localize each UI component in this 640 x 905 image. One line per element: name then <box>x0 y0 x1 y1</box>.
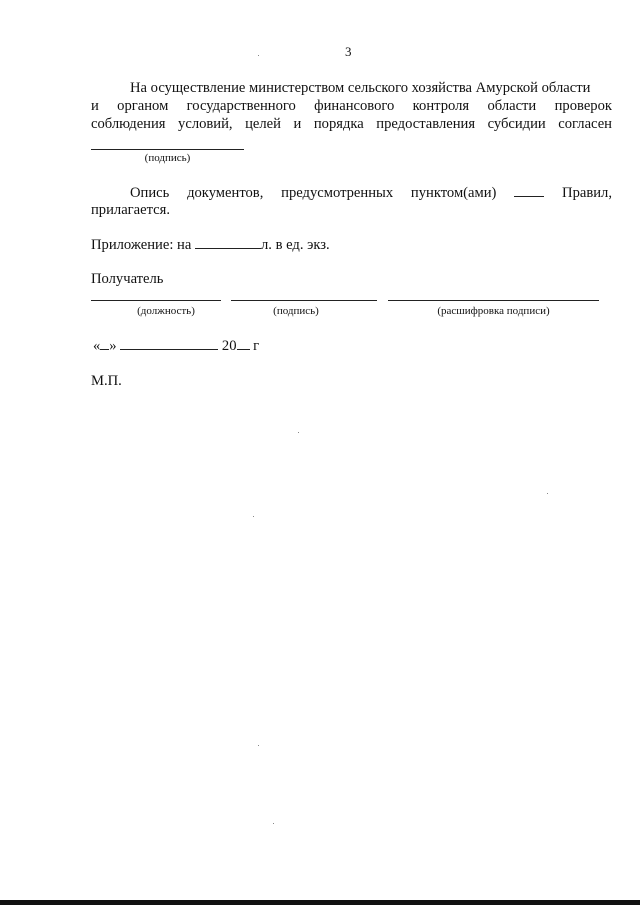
attachment-prefix: Приложение: на <box>91 237 192 253</box>
date-open-quote: « <box>93 338 101 354</box>
inventory-text-before: Опись документов, предусмотренных пунктом(ами) <box>130 185 497 201</box>
recipient-signature-line <box>231 300 377 301</box>
clause-number-blank <box>514 184 544 197</box>
consent-signature-caption: (подпись) <box>144 152 191 164</box>
date-line <box>93 337 259 355</box>
year-blank <box>237 337 250 350</box>
scan-bottom-edge <box>0 900 640 905</box>
sheet-count-blank <box>195 236 261 249</box>
inventory-text-after: Правил, <box>562 185 612 201</box>
inventory-paragraph-line-1 <box>130 184 612 202</box>
signature-transcript-line <box>388 300 599 301</box>
consent-paragraph-line-1: На осуществление министерством сельского хозяйства Амурской области <box>130 80 591 96</box>
recipient-signature-caption: (подпись) <box>273 305 319 317</box>
scan-speck <box>258 745 259 746</box>
position-caption: (должность) <box>137 305 195 317</box>
attachment-line <box>91 236 330 254</box>
recipient-label: Получатель <box>91 271 164 287</box>
consent-signature-line <box>91 149 244 150</box>
page-number: 3 <box>345 44 352 59</box>
scan-speck <box>258 55 259 56</box>
position-line <box>91 300 221 301</box>
scan-speck <box>253 516 254 517</box>
date-close-quote: » <box>109 338 117 354</box>
month-blank <box>120 337 218 350</box>
stamp-place: М.П. <box>91 373 122 389</box>
attachment-suffix: л. в ед. экз. <box>260 237 330 253</box>
year-prefix: 20 <box>221 338 237 354</box>
signature-transcript-caption: (расшифровка подписи) <box>437 305 550 317</box>
scan-speck <box>298 432 299 433</box>
year-suffix: г <box>253 338 260 354</box>
consent-paragraph-line-3: соблюдения условий, целей и порядка предоставления субсидии согласен <box>91 116 612 132</box>
scan-speck <box>547 493 548 494</box>
inventory-paragraph-line-2: прилагается. <box>91 202 171 218</box>
scan-speck <box>273 823 274 824</box>
day-blank <box>100 337 109 350</box>
consent-paragraph-line-2: и органом государственного финансового контроля области проверок <box>91 98 612 114</box>
